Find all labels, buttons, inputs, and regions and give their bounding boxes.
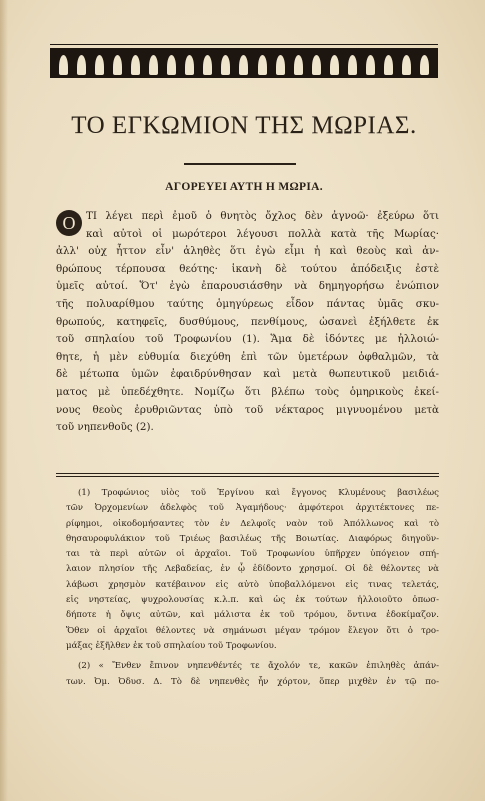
drop-cap: Ο xyxy=(56,210,82,236)
footnote-line: λάβωσι χρησμὸν κατέβαινον εἰς αὐτὸ ὑποβαλλόμενοι εἰς τινας τελετάς, xyxy=(66,579,439,590)
text-line: ἀλλ' οὐχ ἧττον εἶν' ἀληθὲς ὅτι ἐγὼ εἶμι ἡ καὶ θεοὺς καὶ ἀν- xyxy=(56,245,439,258)
text-line: θρώπους τέρπουσα θεότης· ἱκανὴ δὲ τούτου ἀπόδειξις ἐστὲ xyxy=(56,262,439,275)
ornament-icon xyxy=(366,55,375,75)
footnote-line: λαιον πλησίον τῆς Λεβαδείας, ἐν ᾧ ἐδίδοντο χρησμοί. Οἱ δὲ θέλοντες νὰ xyxy=(66,564,439,575)
ornament-icon xyxy=(294,55,303,75)
ornament-icon xyxy=(167,55,176,75)
text-line: ΤΙ λέγει περὶ ἐμοῦ ὁ θνητὸς ὄχλος δὲν ἀγνοῶ· ἐξεύρω ὅτι xyxy=(86,210,439,222)
ornament-icon xyxy=(59,55,68,75)
text-line: τῆς πολυαρίθμου ταύτης ὁμηγύρεως εἶδον πάντας ὑμᾶς σκυ- xyxy=(56,297,439,310)
text-line: τοῦ νηπενθοῦς (2). xyxy=(56,421,154,434)
header-rule xyxy=(50,44,438,45)
text-line: ὑμεῖς αὐτοί. Ὅτ' ἐγὼ ἐπαρουσιάσθην νὰ δημηγορήσω ἐνώπιον xyxy=(56,280,439,293)
footnote-line: εἰς νηστείας, ψυχρολουσίας κ.λ.π. καὶ ὡς ἐκ τούτων ἠλλοιοῦτο ὁπωσ- xyxy=(66,595,439,606)
section-subtitle: ΑΓΟΡΕΥΕΙ ΑΥΤΗ Η ΜΩΡΙΑ. xyxy=(165,181,323,193)
footnote-line: των. Ὀμ. Ὀδυσ. Δ. Τὸ δὲ νηπενθὲς ἦν χόρτον, ὅπερ μιχθὲν ἐν τῷ πο- xyxy=(66,676,439,687)
ornament-icon xyxy=(203,55,212,75)
footnote-line: ρίφημοι, οἰκοδομήσαντες τὸν ἐν Δελφοῖς ναὸν τοῦ Ἀπόλλωνος καὶ τὸ xyxy=(66,518,439,529)
ornament-icon xyxy=(149,55,158,75)
footnote-line: μάξας ἐξῆλθεν ἐκ τοῦ σπηλαίου τοῦ Τροφωνίου. xyxy=(66,640,277,651)
footnote-line: τῶν Ὀρχομενίων ἀδελφὸς τοῦ Ἀγαμήδους· ἀμφότεροι ἀρχιτέκτονες πε- xyxy=(66,503,439,514)
text-line: τοῦ σπηλαίου τοῦ Τροφωνίου (1). Ἅμα δὲ ἰδόντες με ἠλλοιώ- xyxy=(56,333,439,346)
ornament-icon xyxy=(95,55,104,75)
text-line: θητε, ἡ μὲν εὐθυμία διεχύθη ἐπὶ τῶν ὑμετέρων ὀφθαλμῶν, τὰ xyxy=(56,350,439,363)
footnote-line: (2) « Ἔνθεν ἔπινον νηπενθέντές τε ἄχολόν τε, κακῶν ἐπιληθὲς ἁπάν- xyxy=(78,661,439,672)
text-line: ματος μὲ ὑπεδέχθητε. Νομίζω ὅτι βλέπω τοὺς ὁμηρικοὺς ἐκεί- xyxy=(56,385,439,398)
ornament-icon xyxy=(221,55,230,75)
ornament-icon xyxy=(276,55,285,75)
ornament-icon xyxy=(258,55,267,75)
page-spine-shadow xyxy=(0,0,8,801)
text-line: καὶ αὐτοὶ οἱ μωρότεροι λέγουσι πολλὰ κατὰ τῆς Μωρίας· xyxy=(86,227,439,240)
ornament-icon xyxy=(330,55,339,75)
ornament-icon xyxy=(312,55,321,75)
footnote-line: δήποτε ἡ ὄψις αὐτῶν, καὶ μάλιστα ἐκ τοῦ τρόμου, ὅντινα ἐδοκίμαζον. xyxy=(66,610,439,621)
ornament-icon xyxy=(384,55,393,75)
ornament-icon xyxy=(420,55,429,75)
ornament-icon xyxy=(113,55,122,75)
text-line: νους θεοὺς ἐρυθριῶντας ὑπὸ τοῦ νέκταρος μιγνυομένου μετὰ xyxy=(56,403,439,416)
decorative-header-band xyxy=(50,48,438,78)
text-line: θρωπούς, κατηφεῖς, δυσθύμους, πενθίμους, ὡσανεὶ ἐξήλθετε ἐκ xyxy=(56,315,439,328)
footnote-line: (1) Τροφώνιος υἱὸς τοῦ Ἐργίνου καὶ ἔγγονος Κλυμένους βασιλέως xyxy=(78,488,439,498)
footnote-rule xyxy=(56,473,439,474)
chapter-title: ΤΟ ΕΓΚΩΜΙΟΝ ΤΗΣ ΜΩΡΙΑΣ. xyxy=(71,112,417,139)
ornament-icon xyxy=(185,55,194,75)
footnotes xyxy=(66,486,439,690)
ornament-icon xyxy=(348,55,357,75)
text-line: δὲ μέτωπα ὑμῶν ἐφαιδρύνθησαν καὶ μετὰ θωπευτικοῦ μειδιά- xyxy=(56,368,439,381)
ornament-icon xyxy=(131,55,140,75)
title-rule xyxy=(184,163,296,165)
ornament-icon xyxy=(402,55,411,75)
ornament-icon xyxy=(77,55,86,75)
ornament-icon xyxy=(239,55,248,75)
footnote-line: ται τὰ περὶ αὐτῶν οἱ ἀρχαῖοι. Τοῦ Τροφωνίου ὑπῆρχεν ὑπόγειον σπή- xyxy=(66,549,439,560)
footnote-line: Ὅθεν οἱ ἀρχαῖοι θέλοντες νὰ σημάνωσι μέγαν τρόμον ἔλεγον ὅτι ὁ τρο- xyxy=(66,625,439,636)
footnote-line: θησαυροφυλάκιον τοῦ Τριέως βασιλέως τῆς Βοιωτίας. Διαφόρως διηγοῦν- xyxy=(66,533,439,544)
body-paragraph xyxy=(56,208,439,437)
footnote-rule xyxy=(56,476,439,477)
